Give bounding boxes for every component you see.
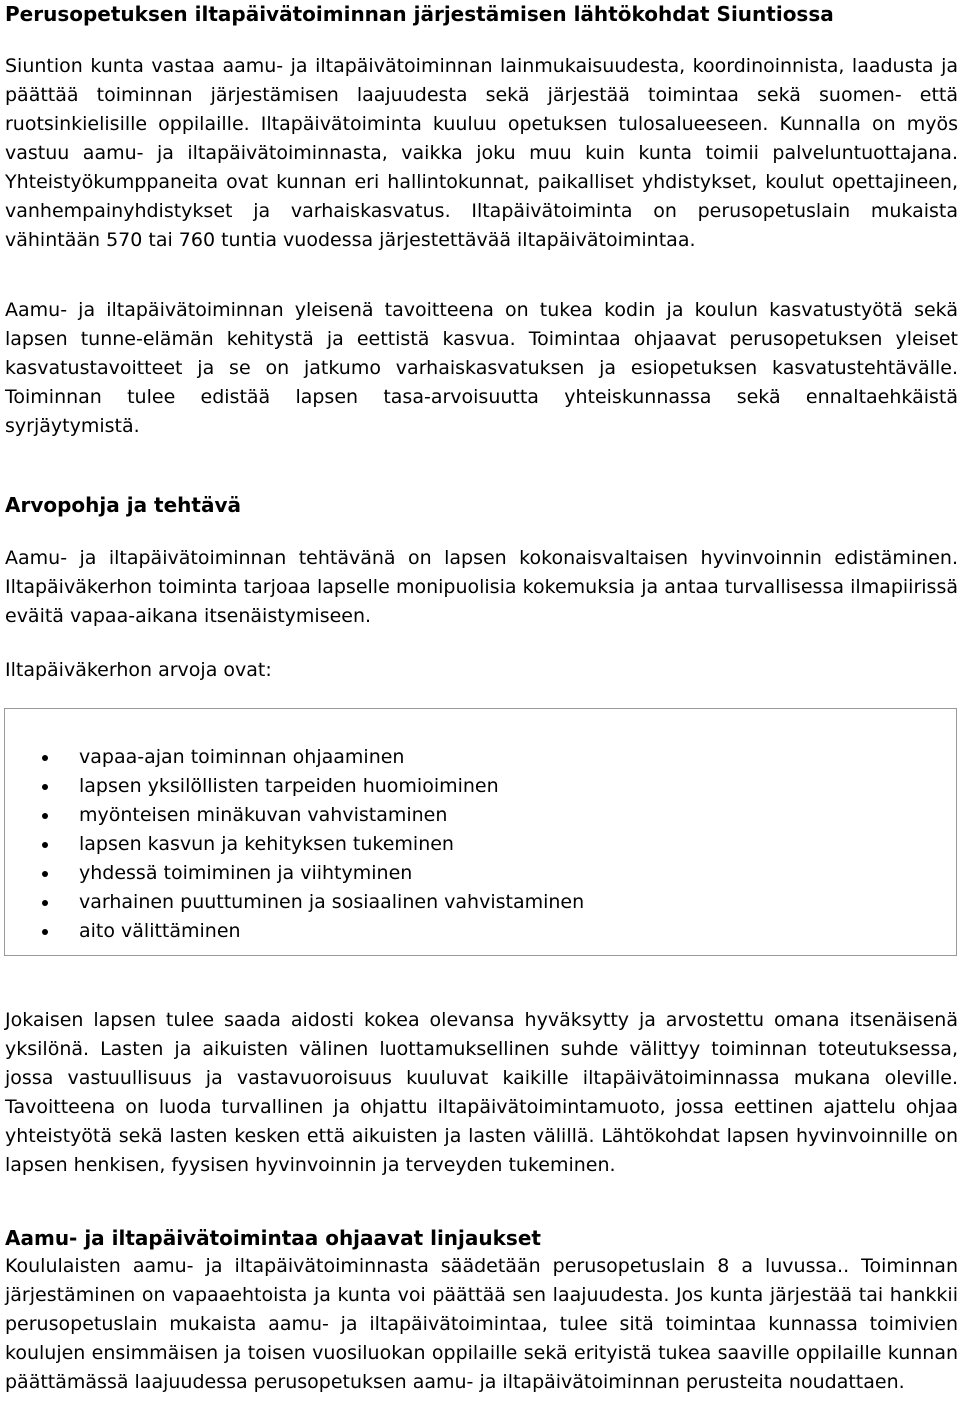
bullet-icon [42,871,48,877]
guidelines-heading: Aamu- ja iltapäivätoimintaa ohjaavat linjaukset [5,1226,541,1250]
list-item [5,830,956,859]
value-item-label: varhainen puuttuminen ja sosiaalinen vahvistaminen [79,891,585,913]
values-list [5,743,956,946]
values-box [4,708,957,956]
bullet-icon [42,755,48,761]
value-item-label: aito välittäminen [79,920,241,942]
list-item [5,801,956,830]
list-item [5,859,956,888]
value-item-label: vapaa-ajan toiminnan ohjaaminen [79,746,405,768]
page-title: Perusopetuksen iltapäivätoiminnan järjestämisen lähtökohdat Siuntiossa [5,2,834,26]
values-paragraph-2: Jokaisen lapsen tulee saada aidosti kokea olevansa hyväksytty ja arvostettu omana itsenäisenä yksilönä. Lasten ja aikuisten välinen luottamuksellinen suhde välittyy toiminnan toteutuksessa, jossa vastuullisuus ja vastavuoroisuus kuuluvat kaikille iltapäivätoiminnassa mukana oleville. Tavoitteena on luoda turvallinen ja ohjattu iltapäivätoimintamuoto, jossa eettinen ajattelu ohjaa yhteistyötä sekä lasten kesken että aikuisten ja lasten välillä. Lähtökohdat lapsen hyvinvoinnille on lapsen henkisen, fyysisen hyvinvoinnin ja terveyden tukeminen. [5,1009,958,1176]
values-paragraph-1: Aamu- ja iltapäivätoiminnan tehtävänä on lapsen kokonaisvaltaisen hyvinvoinnin edistäminen. Iltapäiväkerhon toiminta tarjoaa lapselle monipuolisia kokemuksia ja antaa turvallisessa ilmapiirissä eväitä vapaa-aikana itsenäistymiseen. [5,547,958,627]
values-intro-text: Iltapäiväkerhon arvoja ovat: [5,659,272,681]
value-item-label: lapsen yksilöllisten tarpeiden huomioiminen [79,775,499,797]
list-item [5,888,956,917]
values-heading: Arvopohja ja tehtävä [5,493,241,517]
guidelines-paragraph: Koululaisten aamu- ja iltapäivätoiminnasta säädetään perusopetuslain 8 a luvussa.. Toiminnan järjestäminen on vapaaehtoista ja kunta voi päättää sen laajuudesta. Jos kunta järjestää tai hankkii perusopetuslain mukaista aamu- ja iltapäivätoimintaa, tulee sitä toimintaa kunnassa toimivien koulujen ensimmäisen ja toisen vuosiluokan oppilaille sekä erityistä tukea saaville oppilaille kunnan päättämässä laajuudessa perusopetuksen aamu- ja iltapäivätoiminnan perusteita noudattaen. [5,1255,958,1393]
bullet-icon [42,842,48,848]
intro-paragraph-1: Siuntion kunta vastaa aamu- ja iltapäivätoiminnan lainmukaisuudesta, koordinoinnista, laadusta ja päättää toiminnan järjestämisen laajuudesta sekä järjestää toimintaa sekä suomen- että ruotsinkielisille oppilaille. Iltapäivätoiminta kuuluu opetuksen tulosalueeseen. Kunnalla on myös vastuu aamu- ja iltapäivätoiminnasta, vaikka joku muu kuin kunta toimii palveluntuottajana. Yhteistyökumppaneita ovat kunnan eri hallintokunnat, paikalliset yhdistykset, koulut opettajineen, vanhempainyhdistykset ja varhaiskasvatus. Iltapäivätoiminta on perusopetuslain mukaista vähintään 570 tai 760 tuntia vuodessa järjestettävää iltapäivätoimintaa. [5,55,958,251]
bullet-icon [42,900,48,906]
bullet-icon [42,784,48,790]
value-item-label: myönteisen minäkuvan vahvistaminen [79,804,448,826]
intro-paragraph-2: Aamu- ja iltapäivätoiminnan yleisenä tavoitteena on tukea kodin ja koulun kasvatustyötä sekä lapsen tunne-elämän kehitystä ja eettistä kasvua. Toimintaa ohjaavat perusopetuksen yleiset kasvatustavoitteet ja se on jatkumo varhaiskasvatuksen ja esiopetuksen kasvatustehtävälle. Toiminnan tulee edistää lapsen tasa-arvoisuutta yhteiskunnassa sekä ennaltaehkäistä syrjäytymistä. [5,299,958,437]
value-item-label: lapsen kasvun ja kehityksen tukeminen [79,833,454,855]
list-item [5,772,956,801]
list-item [5,743,956,772]
bullet-icon [42,929,48,935]
bullet-icon [42,813,48,819]
list-item [5,917,956,946]
value-item-label: yhdessä toimiminen ja viihtyminen [79,862,413,884]
